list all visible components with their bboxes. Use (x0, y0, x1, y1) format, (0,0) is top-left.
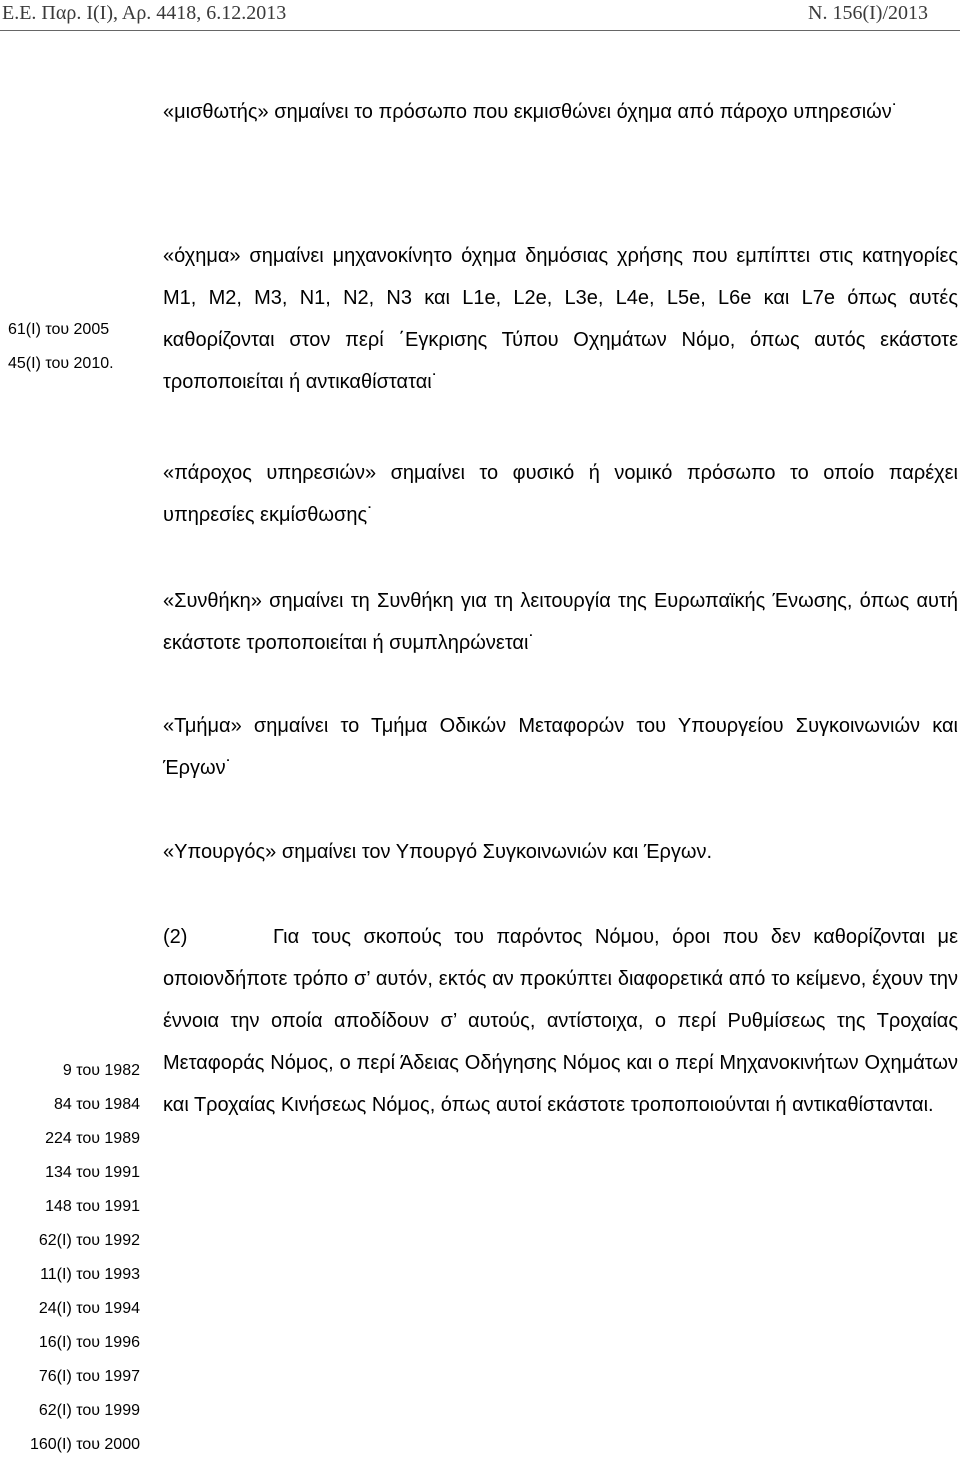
definition-lessor: «μισθωτής» σημαίνει το πρόσωπο που εκμισθώνει όχημα από πάροχο υπηρεσιών˙ (163, 101, 899, 123)
definition-department: «Τμήμα» σημαίνει το Τμήμα Οδικών Μεταφορών του Υπουργείου Συγκοινωνιών και Έργων˙ (163, 715, 958, 779)
margin-references-vehicle (8, 313, 140, 381)
definition-service-provider: «πάροχος υπηρεσιών» σημαίνει το φυσικό ή νομικό πρόσωπο το οποίο παρέχει υπηρεσίες εκμίσθωσης˙ (163, 462, 958, 526)
margin-reference: 148 του 1991 (45, 1198, 140, 1215)
definition-minister: «Υπουργός» σημαίνει τον Υπουργό Συγκοινωνιών και Έργων. (163, 841, 713, 863)
margin-reference: 62(Ι) του 1999 (38, 1402, 140, 1419)
margin-reference: 16(Ι) του 1996 (38, 1334, 140, 1351)
margin-reference: 160(Ι) του 2000 (29, 1436, 140, 1453)
margin-reference: 76(Ι) του 1997 (38, 1368, 140, 1385)
margin-reference: 24(Ι) του 1994 (38, 1300, 140, 1317)
margin-reference: 45(Ι) του 2010. (8, 355, 114, 372)
header-divider (0, 30, 960, 31)
subsection-text: Για τους σκοπούς του παρόντος Νόμου, όροι που δεν καθορίζονται με οποιονδήποτε τρόπο σ’ αυτόν, εκτός αν προκύπτει διαφορετικά από το κείμενο, έχουν την έννοια την οποία αποδίδουν σ’ αυτούς, αντίστοιχα, ο περί Ρυθμίσεως της Τροχαίας Μεταφοράς Νόμος, ο περί Άδειας Οδήγησης Νόμος και ο περί Μηχανοκινήτων Οχημάτων και Τροχαίας Κινήσεως Νόμος, όπως αυτοί εκάστοτε τροποποιούνται ή αντικαθίστανται. (163, 926, 958, 1116)
definition-treaty: «Συνθήκη» σημαίνει τη Συνθήκη για τη λειτουργία της Ευρωπαϊκής Ένωσης, όπως αυτή εκάστοτε τροποποιείται ή συμπληρώνεται˙ (163, 590, 958, 654)
margin-reference: 84 του 1984 (53, 1096, 140, 1113)
margin-reference: 62(Ι) του 1992 (38, 1232, 140, 1249)
subsection-2 (163, 916, 958, 1126)
law-number-header: Ν. 156(Ι)/2013 (808, 2, 928, 24)
margin-references-laws (0, 1054, 140, 1462)
margin-reference: 61(Ι) του 2005 (8, 321, 110, 338)
margin-reference: 9 του 1982 (62, 1062, 140, 1079)
subsection-number: (2) (163, 926, 188, 948)
gazette-header-left: Ε.Ε. Παρ. Ι(Ι), Αρ. 4418, 6.12.2013 (2, 2, 287, 24)
definition-vehicle: «όχημα» σημαίνει μηχανοκίνητο όχημα δημόσιας χρήσης που εμπίπτει στις κατηγορίες M1, M2, M3, N1, N2, N3 και L1e, L2e, L3e, L4e, L5e, L6e και L7e όπως αυτές καθορίζονται στον περί ΄Εγκρισης Τύπου Οχημάτων Νόμο, όπως αυτός εκάστοτε τροποποιείται ή αντικαθίσταται˙ (163, 245, 958, 393)
margin-reference: 11(Ι) του 1993 (40, 1266, 140, 1283)
margin-reference: 134 του 1991 (45, 1164, 140, 1181)
margin-reference: 224 του 1989 (45, 1130, 140, 1147)
